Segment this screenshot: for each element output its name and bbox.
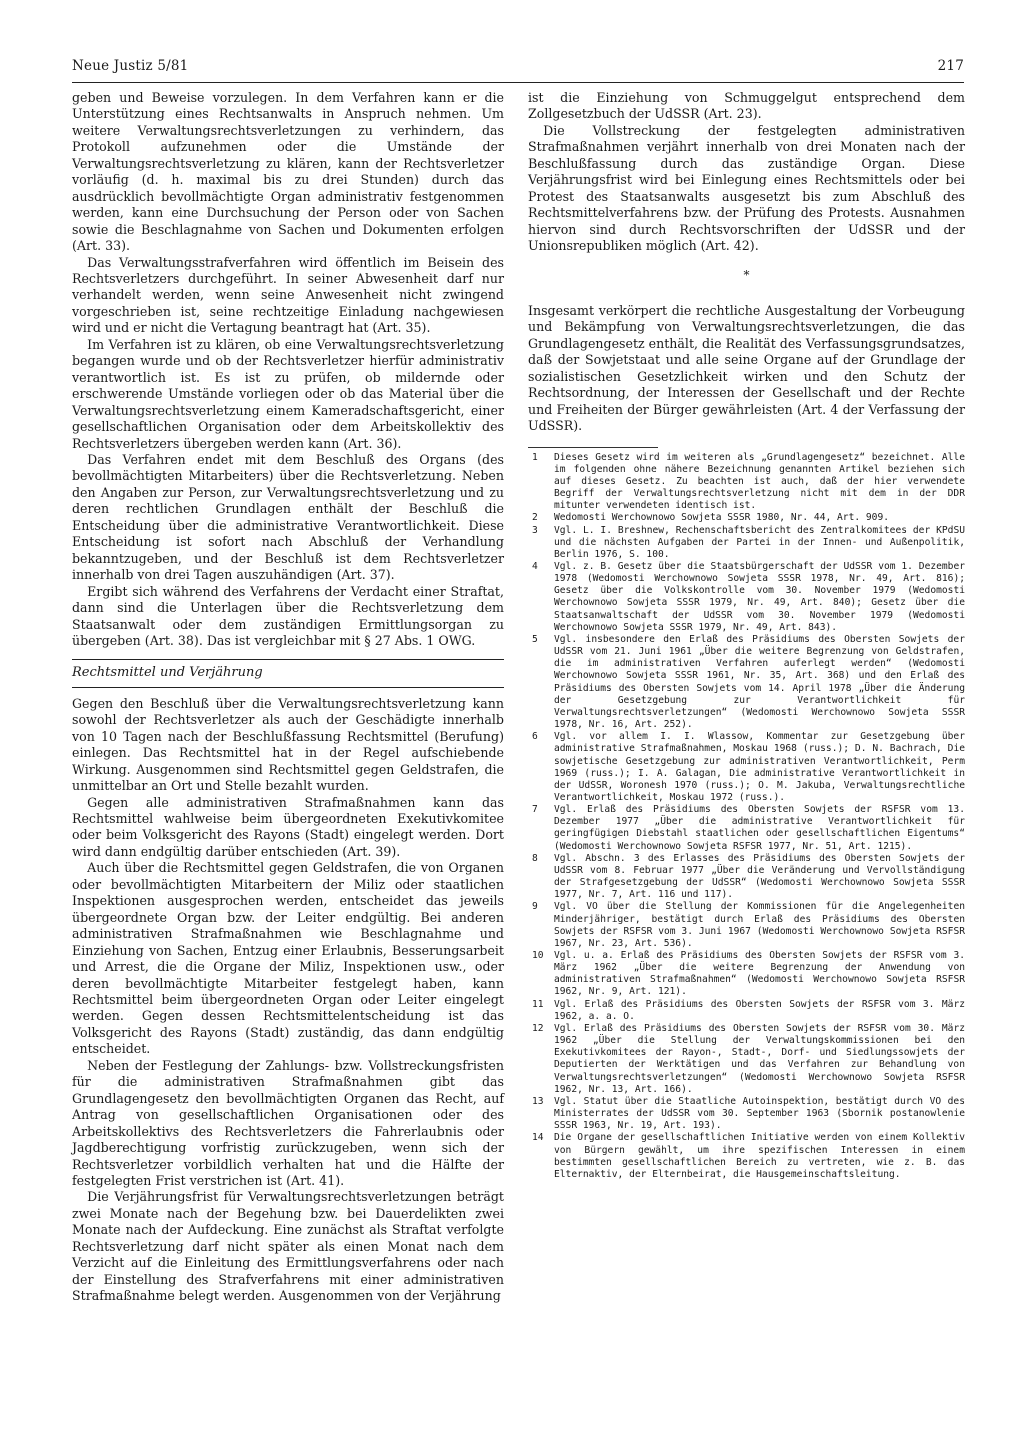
footnote (528, 1023, 965, 1096)
journal-issue: Neue Justiz 5/81 (72, 58, 189, 74)
footnote (528, 999, 965, 1023)
footnote-text: Vgl. Erlaß des Präsidiums des Obersten Sowjets der RSFSR vom 13. Dezember 1977 „Über die administrative Verantwortlichkeit für geringfügigen Diebstahl staatlichen oder gesellschaftlichen Eigentums“ (Wedomosti Werchownowo Sowjeta RSFSR 1977, Nr. 51, Art. 1215). (554, 804, 965, 852)
footnote (528, 512, 965, 524)
footnote-number: 8 (532, 852, 538, 864)
paragraph: Gegen alle administrativen Strafmaßnahmen kann das Rechtsmittel wahlweise beim übergeordneten Exekutivkomitee oder beim Volksgericht des Rayons (Stadt) eingelegt werden. Dort wird dann endgültig darüber entschieden (Art. 39). (72, 794, 504, 859)
paragraph: Ergibt sich während des Verfahrens der Verdacht einer Straftat, dann sind die Unterlagen über die Rechtsverletzung dem Staatsanwalt oder dem zuständigen Ermittlungsorgan zu übergeben (Art. 38). Das ist vergleichbar mit § 27 Abs. 1 OWG. (72, 583, 504, 648)
footnote-text: Vgl. Abschn. 3 des Erlasses des Präsidiums des Obersten Sowjets der UdSSR vom 8. Februar 1977 „Über die Veränderung und Vervollständigung der Strafgesetzgebung der UdSSR“ (Wedomosti Werchownowo Sowjeta SSSR 1977, Nr. 7, Art. 116 und 117). (554, 852, 965, 901)
footnote-text: Wedomosti Werchownowo Sowjeta SSSR 1980, Nr. 44, Art. 909. (554, 512, 890, 524)
section-heading: Rechtsmittel und Verjährung (72, 665, 263, 681)
conclusion-paragraph: Insgesamt verkörpert die rechtliche Ausgestaltung der Vorbeugung und Bekämpfung von Verwaltungsrechtsverletzungen, die das Grundlagengesetz enthält, die Realität des Verfassungsgrundsatzes, daß der Sowjetstaat und alle seine Organe auf der Grundlage der sozialistischen Gesetzlichkeit wirken und den Schutz der Rechtsordnung, der Interessen der Gesellschaft und der Rechte und Freiheiten der Bürger gewährleisten (Art. 4 der Verfassung der UdSSR). (528, 302, 965, 434)
section-separator: * (743, 267, 750, 282)
header-rule (72, 82, 964, 83)
footnote-text: Vgl. VO über die Stellung der Kommissionen für die Angelegenheiten Minderjähriger, bestätigt durch Erlaß des Präsidiums des Obersten Sowjets der RSFSR vom 3. Juni 1967 (Wedomosti Werchownowo Sowjeta RSFSR 1967, Nr. 23, Art. 536). (554, 901, 965, 949)
page-number: 217 (937, 58, 964, 74)
paragraph: geben und Beweise vorzulegen. In dem Verfahren kann er die Unterstützung eines Rechtsanwalts in Anspruch nehmen. Um weitere Verwaltungsrechtsverletzungen zu verhindern, das Protokoll aufzunehmen oder die Umstände der Verwaltungsrechtsverletzung zu klären, kann der Rechtsverletzer vorläufig (d. h. maximal bis zu drei Stunden) durch das ausdrücklich bevollmächtigte Organ administrativ festgenommen werden, kann eine Durchsuchung der Person oder von Sachen sowie die Beschlagnahme von Sachen und Dokumenten erfolgen (Art. 33). (72, 90, 504, 254)
paragraph: Das Verwaltungsstrafverfahren wird öffentlich im Beisein des Rechtsverletzers durchgeführt. In seiner Abwesenheit darf nur verhandelt werden, wenn seine Anwesenheit nicht zwingend vorgeschrieben ist, seine rechtzeitige Einladung nachgewiesen wird und er nicht die Vertagung beantragt hat (Art. 35). (72, 254, 504, 336)
footnote-text: Vgl. insbesondere den Erlaß des Präsidiums des Obersten Sowjets der UdSSR vom 21. Juni 1961 „Über die weitere Begrenzung von Geldstrafen, die im administrativen Verfahren auferlegt werden“ (Wedomosti Werchownowo Sowjeta SSSR 1961, Nr. 35, Art. 368) und den Erlaß des Präsidiums des Obersten Sowjets vom 14. April 1978 „Über die Änderung der Gesetzgebung zur Verantwortlichkeit für Verwaltungsrechtsverletzungen“ (Wedomosti Werchownowo Sowjeta SSSR 1978, Nr. 16, Art. 252). (554, 633, 965, 731)
footnote-number: 2 (532, 512, 538, 524)
footnote-text: Vgl. z. B. Gesetz über die Staatsbürgerschaft der UdSSR vom 1. Dezember 1978 (Wedomosti Werchownowo Sowjeta SSSR 1978, Nr. 49, Art. 816); Gesetz über die Volkskontrolle vom 30. November 1979 (Wedomosti Werchownowo Sowjeta SSSR 1979, Nr. 49, Art. 840); Gesetz über die Staatsanwaltschaft der UdSSR vom 30. November 1979 (Wedomosti Werchownowo Sowjeta SSSR 1979, Nr. 49, Art. 843). (554, 561, 965, 633)
footnote-number: 11 (532, 998, 544, 1010)
footnote-text: Vgl. vor allem I. I. Wlassow, Kommentar zur Gesetzgebung über administrative Strafmaßnahmen, Moskau 1968 (russ.); D. N. Bachrach, Die sowjetische Gesetzgebung zur administrativen Verantwortlichkeit, Perm 1969 (russ.); I. A. Galagan, Die administrative Verantwortlichkeit in der UdSSR, Woronesh 1970 (russ.); O. M. Jakuba, Verwaltungsrechtliche Verantwortlichkeit, Moskau 1972 (russ.). (554, 731, 965, 803)
footnote-number: 6 (532, 731, 538, 743)
footnote-number: 12 (532, 1022, 544, 1034)
footnote (528, 525, 965, 561)
footnote (528, 950, 965, 999)
footnote-number: 5 (532, 633, 538, 645)
footnote-rule (528, 447, 658, 448)
footnote (528, 634, 965, 731)
footnote (528, 1096, 965, 1132)
footnote-text: Vgl. Erlaß des Präsidiums des Obersten Sowjets der RSFSR vom 30. März 1962 „Über die Stellung der Verwaltungskommissionen bei den Exekutivkomitees der Rayon-, Stadt-, Dorf- und Siedlungssowjets der Deputierten der Werktätigen und das Verfahren zur Behandlung von Verwaltungsrechtsverletzungen“ (Wedomosti Werchownowo Sowjeta RSFSR 1962, Nr. 13, Art. 166). (554, 1022, 965, 1095)
footnote (528, 853, 965, 902)
paragraph: Auch über die Rechtsmittel gegen Geldstrafen, die von Organen oder bevollmächtigten Mitarbeitern der Miliz oder staatlichen Inspektionen ausgesprochen werden, entscheidet das jeweils übergeordnete Organ bzw. der Leiter endgültig. Bei anderen administrativen Strafmaßnahmen wie Beschlagnahme und Einziehung von Sachen, Entzug einer Erlaubnis, Besserungsarbeit und Arrest, die die Organe der Miliz, Inspektionen usw., oder deren bevollmächtigte Mitarbeiter festgelegt haben, kann Rechtsmittel beim übergeordneten Organ oder Leiter eingelegt werden. Gegen dessen Rechtsmittelentscheidung ist das Volksgericht des Rayons (Stadt) zuständig, das dann endgültig entscheidet. (72, 860, 504, 1057)
footnote-text: Vgl. Statut über die Staatliche Autoinspektion, bestätigt durch VO des Ministerrates der UdSSR vom 30. September 1963 (Sbornik postanowlenie SSSR 1963, Nr. 19, Art. 193). (554, 1095, 965, 1132)
footnote (528, 1132, 965, 1181)
footnote-number: 9 (532, 901, 538, 913)
right-column (528, 90, 965, 1181)
footnote-number: 14 (532, 1132, 544, 1144)
footnote-number: 4 (532, 561, 538, 573)
footnote (528, 901, 965, 950)
footnote (528, 452, 965, 513)
footnote-text: Die Organe der gesellschaftlichen Initiative werden von einem Kollektiv von Bürgern gewählt, um ihre spezifischen Interessen in einem bestimmten gesellschaftlichen Bereich zu vertreten, wie z. B. das Elternaktiv, der Elternbeirat, die Hausgemeinschaftsleitung. (554, 1132, 965, 1180)
footnote-text: Vgl. u. a. Erlaß des Präsidiums des Obersten Sowjets der RSFSR vom 3. März 1962 „Über die weitere Begrenzung der Anwendung von administrativen Strafmaßnahmen“ (Wedomosti Werchownowo Sowjeta RSFSR 1962, Nr. 9, Art. 121). (554, 950, 965, 998)
paragraph: Neben der Festlegung der Zahlungs- bzw. Vollstreckungsfristen für die administrativen Strafmaßnahmen gibt das Grundlagengesetz den bevollmächtigten Organen das Recht, auf Antrag von gesellschaftlichen Organisationen oder des Arbeitskollektivs des Rechtsverletzers die Fahrerlaubnis oder Jagdberechtigung vorfristig zurückzugeben, wenn sich der Rechtsverletzer vorbildlich verhalten hat und die Hälfte der festgelegten Frist verstrichen ist (Art. 41). (72, 1057, 504, 1188)
footnote (528, 731, 965, 804)
paragraph: Gegen den Beschluß über die Verwaltungsrechtsverletzung kann sowohl der Rechtsverletzer als auch der Geschädigte innerhalb von 10 Tagen nach der Beschlußfassung Rechtsmittel (Berufung) einlegen. Das Rechtsmittel hat in der Regel aufschiebende Wirkung. Ausgenommen sind Rechtsmittel gegen Geldstrafen, die unmittelbar an Ort und Stelle bezahlt wurden. (72, 695, 504, 794)
footnote-number: 10 (532, 950, 544, 962)
footnote-number: 1 (532, 451, 538, 463)
paragraph: Im Verfahren ist zu klären, ob eine Verwaltungsrechtsverletzung begangen wurde und ob der Rechtsverletzer hierfür administrativ verantwortlich ist. Es ist zu prüfen, ob mildernde oder erschwerende Umstände vorliegen oder ob das Material über die Verwaltungsrechtsverletzung einem Kameradschaftsgericht, einer gesellschaftlichen Organisation oder dem Arbeitskollektiv des Rechtsverletzers übergeben werden kann (Art. 36). (72, 336, 504, 451)
paragraph: ist die Einziehung von Schmuggelgut entsprechend dem Zollgesetzbuch der UdSSR (Art. 23). (528, 90, 965, 122)
paragraph: Die Vollstreckung der festgelegten administrativen Strafmaßnahmen verjährt innerhalb von drei Monaten nach der Beschlußfassung durch das zuständige Organ. Diese Verjährungsfrist wird bei Einlegung eines Rechtsmittels oder bei Protest des Staatsanwalts ausgesetzt bis zum Abschluß des Rechtsmittelverfahrens bzw. der Prüfung des Protests. Ausnahmen hiervon sind durch Rechtsvorschriften der UdSSR und der Unionsrepubliken möglich (Art. 42). (528, 122, 965, 254)
footnote-number: 3 (532, 524, 538, 536)
footnotes (528, 452, 965, 1181)
left-column (72, 90, 504, 1305)
footnote-text: Vgl. Erlaß des Präsidiums des Obersten Sowjets der RSFSR vom 3. März 1962, a. a. O. (554, 998, 965, 1022)
footnote-number: 7 (532, 804, 538, 816)
paragraph: Die Verjährungsfrist für Verwaltungsrechtsverletzungen beträgt zwei Monate nach der Begehung bzw. bei Dauerdelikten zwei Monate nach der Aufdeckung. Eine zunächst als Straftat verfolgte Rechtsverletzung darf nicht später als einen Monat nach dem Verzicht auf die Einleitung des Ermittlungsverfahrens oder nach der Einstellung des Strafverfahrens mit einer administrativen Strafmaßnahme belegt werden. Ausgenommen von der Verjährung (72, 1189, 504, 1304)
running-header (72, 58, 964, 74)
footnote-text: Dieses Gesetz wird im weiteren als „Grundlagengesetz“ bezeichnet. Alle im folgenden ohne nähere Bezeichnung genannten Artikel beziehen sich auf dieses Gesetz. Zu beachten ist auch, daß der hier verwendete Begriff der Verwaltungsrechtsverletzung nicht mit dem in der DDR mitunter verwendeten identisch ist. (554, 451, 965, 512)
section-heading-block (72, 659, 504, 687)
footnote-text: Vgl. L. I. Breshnew, Rechenschaftsbericht des Zentralkomitees der KPdSU und die nächsten Aufgaben der Partei in der Innen- und Außenpolitik, Berlin 1976, S. 100. (554, 524, 965, 560)
footnote-number: 13 (532, 1095, 544, 1107)
footnote (528, 804, 965, 853)
footnote (528, 561, 965, 634)
paragraph: Das Verfahren endet mit dem Beschluß des Organs (des bevollmächtigten Mitarbeiters) über die Rechtsverletzung. Neben den Angaben zur Person, zur Verwaltungsrechtsverletzung und zu deren rechtlichen Grundlagen enthält der Beschluß die Entscheidung über die administrative Verantwortlichkeit. Diese Entscheidung ist sofort nach Abschluß der Verhandlung bekanntzugeben, und der Beschluß ist dem Rechtsverletzer innerhalb von drei Tagen auszuhändigen (Art. 37). (72, 451, 504, 583)
